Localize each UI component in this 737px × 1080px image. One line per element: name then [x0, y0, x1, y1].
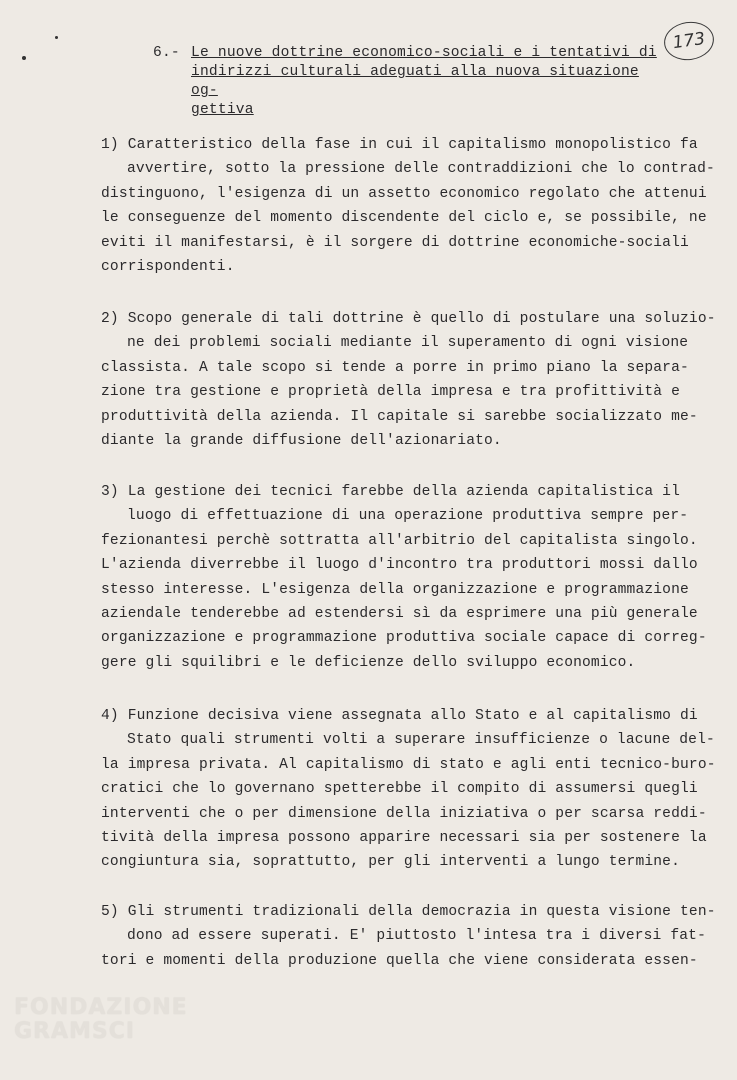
text-line: Stato quali strumenti volti a superare insufficienze o lacune del-: [127, 732, 715, 749]
text-line: 3) La gestione dei tecnici farebbe della azienda capitalistica il: [101, 484, 680, 500]
text-line: stesso interesse. L'esigenza della organizzazione e programmazione: [101, 581, 689, 598]
title-line: Le nuove dottrine economico-sociali e i tentativi di: [191, 45, 657, 61]
text-line: 4) Funzione decisiva viene assegnata allo Stato e al capitalismo di: [101, 708, 698, 724]
watermark-line: FONDAZIONE: [14, 995, 188, 1020]
page-number-stamp: 173: [662, 19, 717, 64]
text-line: luogo di effettuazione di una operazione produttiva sempre per-: [127, 508, 689, 525]
text-line: fezionantesi perchè sottratta all'arbitrio del capitalista singolo.: [101, 532, 698, 549]
archive-watermark: [14, 996, 214, 1044]
text-line: cratici che lo governano spetterebbe il compito di assumersi quegli: [101, 781, 698, 798]
text-line: 1) Caratteristico della fase in cui il capitalismo monopolistico fa: [101, 137, 698, 153]
paragraph-5: [101, 900, 716, 973]
text-line: le conseguenze del momento discendente del ciclo e, se possibile, ne: [101, 210, 707, 227]
margin-mark: [22, 56, 26, 60]
text-line: classista. A tale scopo si tende a porre in primo piano la separa-: [101, 359, 689, 376]
text-line: aziendale tenderebbe ad estendersi sì da esprimere una più generale: [101, 606, 698, 623]
text-line: interventi che o per dimensione della iniziativa o per scarsa reddi-: [101, 805, 707, 822]
section-number: 6.-: [153, 45, 180, 61]
paragraph-4: [101, 704, 716, 875]
text-line: congiuntura sia, soprattutto, per gli interventi a lungo termine.: [101, 854, 680, 871]
text-line: ne dei problemi sociali mediante il superamento di ogni visione: [127, 335, 689, 352]
text-line: tività della impresa possono apparire necessari sia per sostenere la: [101, 830, 707, 847]
text-line: zione tra gestione e proprietà della impresa e tra profittività e: [101, 384, 680, 401]
text-line: dono ad essere superati. E' piuttosto l'intesa tra i diversi fat-: [127, 928, 706, 945]
title-line: indirizzi culturali adeguati alla nuova situazione og-: [191, 64, 639, 99]
margin-mark: [55, 36, 58, 39]
title-line: gettiva: [191, 102, 254, 118]
text-line: organizzazione e programmazione produttiva sociale capace di correg-: [101, 630, 707, 647]
section-title: [191, 44, 673, 120]
paragraph-2: [101, 307, 716, 453]
text-line: la impresa privata. Al capitalismo di stato e agli enti tecnico-buro-: [101, 756, 716, 773]
text-line: tori e momenti della produzione quella che viene considerata essen-: [101, 952, 698, 969]
text-line: avvertire, sotto la pressione delle contraddizioni che lo contrad-: [127, 161, 715, 178]
text-line: produttività della azienda. Il capitale si sarebbe socializzato me-: [101, 408, 698, 425]
text-line: corrispondenti.: [101, 259, 235, 276]
paragraph-1: [101, 133, 715, 279]
text-line: 5) Gli strumenti tradizionali della democrazia in questa visione ten-: [101, 904, 716, 920]
paragraph-3: [101, 480, 711, 675]
watermark-line: GRAMSCI: [14, 1019, 136, 1044]
section-heading: [153, 44, 673, 120]
text-line: L'azienda diverrebbe il luogo d'incontro tra produttori mossi dallo: [101, 557, 698, 574]
text-line: diante la grande diffusione dell'azionariato.: [101, 433, 502, 450]
text-line: eviti il manifestarsi, è il sorgere di dottrine economiche-sociali: [101, 234, 689, 251]
text-line: 2) Scopo generale di tali dottrine è quello di postulare una soluzio-: [101, 311, 716, 327]
text-line: gere gli squilibri e le deficienze dello sviluppo economico.: [101, 654, 636, 671]
text-line: distinguono, l'esigenza di un assetto economico regolato che attenui: [101, 185, 707, 202]
